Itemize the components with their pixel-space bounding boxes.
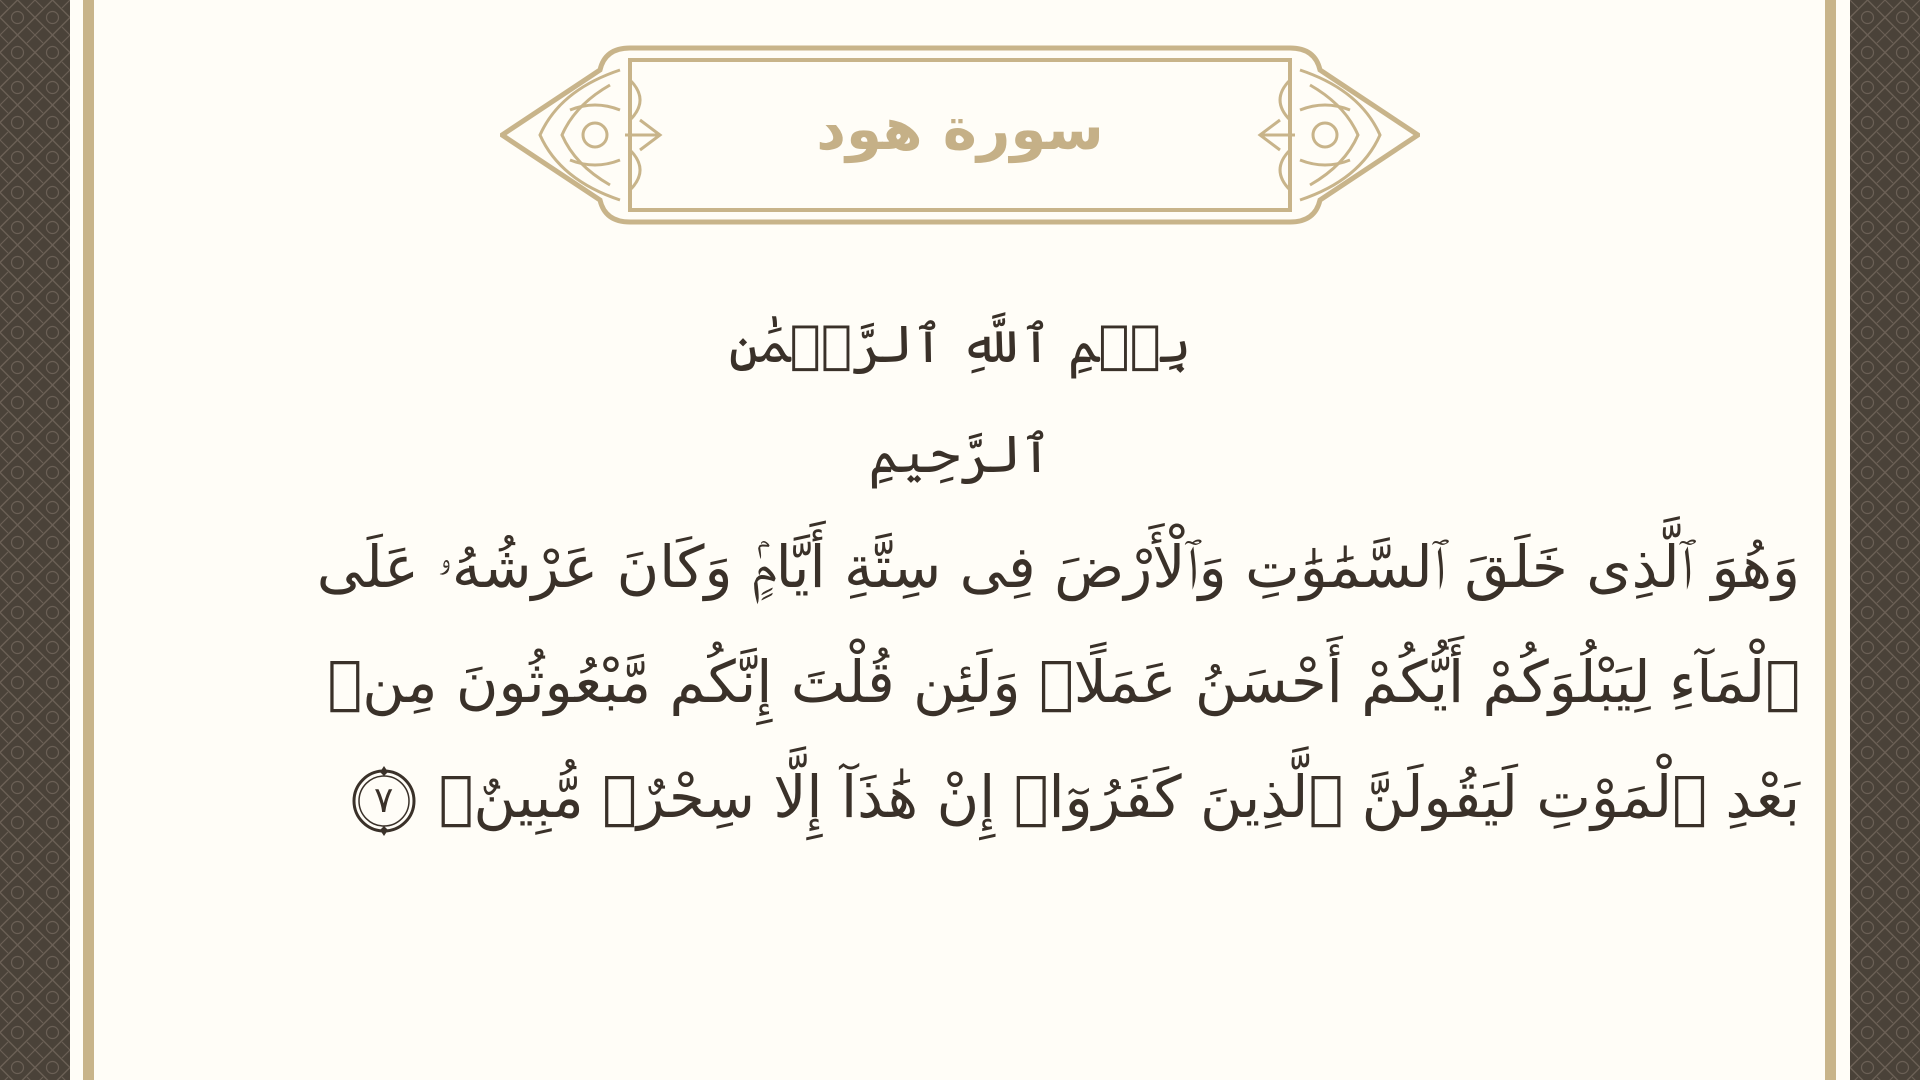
verse-line-2: ٱلْمَآءِ لِيَبْلُوَكُمْ أَيُّكُمْ أَحْسَنُ عَمَلًاۗ وَلَئِن قُلْتَ إِنَّكُم مَّبْعُوثُونَ مِنۢ	[327, 648, 1800, 716]
right-gold-rule	[1825, 0, 1836, 1080]
verse-line-3-container	[180, 740, 1800, 855]
left-arabesque-pattern	[0, 0, 70, 1080]
surah-name: سورة هود	[816, 95, 1104, 163]
right-pattern-border	[1850, 0, 1920, 1080]
verse-text	[180, 510, 1800, 890]
ayah-number: ٧	[373, 779, 394, 821]
basmala: بِسۡمِ ٱللَّهِ ٱلرَّحۡمَٰنِ ٱلرَّحِيمِ	[728, 315, 1192, 485]
right-arabesque-pattern	[1850, 0, 1920, 1080]
ayah-marker	[347, 764, 421, 838]
left-pattern-border	[0, 0, 70, 1080]
left-gold-rule	[83, 0, 94, 1080]
verse-line-3: بَعْدِ ٱلْمَوْتِ لَيَقُولَنَّ ٱلَّذِينَ كَفَرُوٓا۟ إِنْ هَٰذَآ إِلَّا سِحْرٌۭ مُّبِينٌۭ	[438, 763, 1800, 831]
verse-line-1: وَهُوَ ٱلَّذِى خَلَقَ ٱلسَّمَٰوَٰتِ وَٱلْأَرْضَ فِى سِتَّةِ أَيَّامٍۢ وَكَانَ عَرْشُهُۥ عَلَى	[316, 533, 1800, 601]
